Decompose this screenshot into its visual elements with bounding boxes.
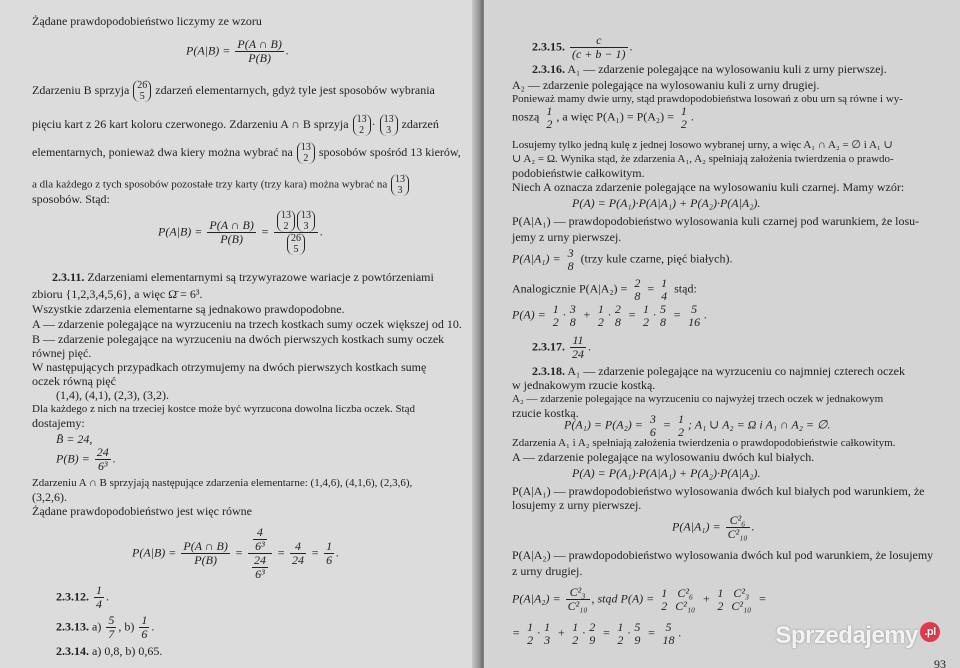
text-line: Dla każdego z nich na trzeciej kostce może być wyrzucona dowolna liczba oczek. Stąd bbox=[32, 403, 415, 415]
equation: P(A|A₁) = $\frac{\text{C²₆}}{\text{C²₁₀}}$ . bbox=[672, 513, 755, 541]
equation: P(A) = P(A₁)·P(A|A₁) + P(A₂)·P(A|A₂). bbox=[572, 466, 761, 480]
text-line: Żądane prawdopodobieństwo jest więc równe bbox=[32, 504, 252, 518]
right-page bbox=[484, 0, 960, 668]
equation: P(A) = 1 2 · 3 8 + 1 2 · 2 8 = 1 2 · 5 8 = 5 16 . bbox=[512, 302, 708, 329]
text-line: losujemy z urny pierwszej. bbox=[512, 498, 642, 512]
text-line: podobieństwie całkowitym. bbox=[512, 166, 645, 180]
equation: P(A|B) = $\frac{P(A \cap B)}{P(B)}$ . bbox=[186, 37, 289, 65]
equation: P(B) = $\frac{24}{\text{6³}}$ . bbox=[56, 445, 116, 473]
equation: = 1 2 · 1 3 + 1 2 · 2 9 = 1 2 · 5 9 = 5 18 . bbox=[512, 620, 682, 647]
solution-2-3-11: 2.3.11. Zdarzeniami elementarnymi są trzywyrazowe wariacje z powtórzeniami bbox=[52, 270, 434, 284]
text-line: elementarnych, ponieważ dwa kiery można wybrać na 13 2 sposobów spośród 13 kierów, bbox=[32, 142, 461, 164]
text-line: równej pięć. bbox=[32, 346, 92, 360]
text-line: A — zdarzenie polegające na wylosowaniu dwóch kul białych. bbox=[512, 450, 815, 464]
text-line: (3,2,6). bbox=[32, 490, 67, 504]
text-line: Ponieważ mamy dwie urny, stąd prawdopodobieństwa losowań z obu urn są równe i wy- bbox=[512, 93, 903, 105]
text-line: Wszystkie zdarzenia elementarne są jednakowo prawdopodobne. bbox=[32, 302, 345, 316]
text-line: Żądane prawdopodobieństwo liczymy ze wzoru bbox=[32, 14, 262, 28]
watermark-logo: Sprzedajemy .pl bbox=[775, 622, 940, 650]
solution-2-3-17: 2.3.17. $\frac{11}{24}$ . bbox=[532, 333, 591, 361]
equation: P(A) = P(A₁)·P(A|A₁) + P(A₂)·P(A|A₂). bbox=[572, 196, 761, 210]
equation: B̄ = 24, bbox=[56, 432, 93, 446]
text-line: z urny drugiej. bbox=[512, 564, 583, 578]
text-line: rzucie kostką. bbox=[512, 406, 579, 420]
text-line: A₂ — zdarzenie polegające na wyrzuceniu co najwyżej trzech oczek w jednakowym bbox=[512, 393, 884, 405]
text-line: zbioru {1,2,3,4,5,6}, a więc Ω̄ = 6³. bbox=[32, 287, 203, 301]
solution-2-3-18: 2.3.18. A₁ — zdarzenie polegające na wyrzuceniu co najmniej czterech oczek bbox=[532, 364, 906, 378]
text-line: P(A|A₂) — prawdopodobieństwo wylosowania dwóch kul pod warunkiem, że losujemy bbox=[512, 548, 934, 562]
text-line: pięciu kart z 26 kart koloru czerwonego. Zdarzeniu A ∩ B sprzyja 13 2 · 13 3 zdarzeń bbox=[32, 114, 439, 136]
text-line: B — zdarzenie polegające na wyrzuceniu na dwóch pierwszych kostkach sumy oczek bbox=[32, 332, 445, 346]
solution-2-3-12: 2.3.12. $\frac{1}{4}$ . bbox=[56, 583, 109, 611]
solution-2-3-14: 2.3.14. a) 0,8, b) 0,65. bbox=[56, 644, 163, 658]
text-line: Zdarzeniu B sprzyja 26 5 zdarzeń elementarnych, gdyż tyle jest sposobów wybrania bbox=[32, 80, 435, 102]
text-line: a dla każdego z tych sposobów pozostałe trzy karty (trzy kara) można wybrać na 13 3 bbox=[32, 174, 410, 196]
text-line: Zdarzenia A₁ i A₂ spełniają założenia twierdzenia o prawdopodobieństwie całkowitym. bbox=[512, 437, 896, 449]
text-line: noszą 1 2 , a więc P(A₁) = P(A₂) = 1 2 . bbox=[512, 104, 694, 131]
equation: P(A|B) = $\frac{P(A \cap B)}{P(B)}$ = 13 2 13 3 26 5 . bbox=[158, 210, 323, 255]
text-line: jemy z urny pierwszej. bbox=[512, 230, 622, 244]
text-line: A — zdarzenie polegające na wyrzuceniu na trzech kostkach sumy oczek większej od 10. bbox=[32, 317, 462, 331]
equation: P(A|A₁) = 3 8 (trzy kule czarne, pięć białych). bbox=[512, 246, 733, 273]
equation: P(A₁) = P(A₂) = 3 6 = 1 2 ; A₁ ∪ A₂ = Ω i A₁ ∩ A₂ = ∅. bbox=[564, 412, 831, 439]
page-number: 93 bbox=[934, 657, 946, 668]
text-line: (1,4), (4,1), (2,3), (3,2). bbox=[56, 388, 169, 402]
text-line: oczek równą pięć bbox=[32, 374, 116, 388]
left-page bbox=[0, 0, 478, 668]
text-line: A₂ — zdarzenie polegające na wylosowaniu kuli z urny drugiej. bbox=[512, 78, 820, 92]
text-line: w jednakowym rzucie kostką. bbox=[512, 378, 656, 392]
text-line: Niech A oznacza zdarzenie polegające na wylosowaniu kuli czarnej. Mamy wzór: bbox=[512, 180, 905, 194]
equation: P(A|B) = $\frac{P(A \cap B)}{P(B)}$ = $\frac{\frac{4}{\text{6³}}}{\frac{24}{\text{6³}}}$ = $\frac{4}{24}$ = $\frac{1}{6}$ . bbox=[132, 525, 340, 581]
text-line: Losujemy tylko jedną kulę z jednej losowo wybranej urny, a więc A₁ ∩ A₂ = ∅ i A₁ ∪ bbox=[512, 139, 893, 151]
text-line: P(A|A₁) — prawdopodobieństwo wylosowania dwóch kul białych pod warunkiem, że bbox=[512, 484, 925, 498]
text-line: W następujących przypadkach otrzymujemy na dwóch pierwszych kostkach sumę bbox=[32, 360, 427, 374]
text-line: dostajemy: bbox=[32, 416, 85, 430]
text-line: sposobów. Stąd: bbox=[32, 192, 110, 206]
solution-2-3-15: 2.3.15. $\frac{c}{(c + b - 1)}$ . bbox=[532, 33, 633, 61]
text-line: ∪ A₂ = Ω. Wynika stąd, że zdarzenia A₁, A₂ spełniają założenia twierdzenia o prawdo- bbox=[512, 153, 894, 165]
text-line: P(A|A₁) — prawdopodobieństwo wylosowania kuli czarnej pod warunkiem, że losu- bbox=[512, 214, 920, 228]
equation: Analogicznie P(A|A₂) = 2 8 = 1 4 stąd: bbox=[512, 276, 697, 303]
text-line: Zdarzeniu A ∩ B sprzyjają następujące zdarzenia elementarne: (1,4,6), (4,1,6), (2,3,6), bbox=[32, 477, 413, 489]
solution-2-3-13: 2.3.13. a) $\frac{5}{7}$ , b) $\frac{1}{6}$ . bbox=[56, 613, 155, 641]
equation: P(A|A₂) = $\frac{\text{C²₃}}{\text{C²₁₀}}$ , stąd P(A) = 1 2 C²₆ C²₁₀ + 1 2 C²₃ C²₁₀ = bbox=[512, 585, 767, 613]
solution-2-3-16: 2.3.16. A₁ — zdarzenie polegające na wylosowaniu kuli z urny pierwszej. bbox=[532, 62, 887, 76]
